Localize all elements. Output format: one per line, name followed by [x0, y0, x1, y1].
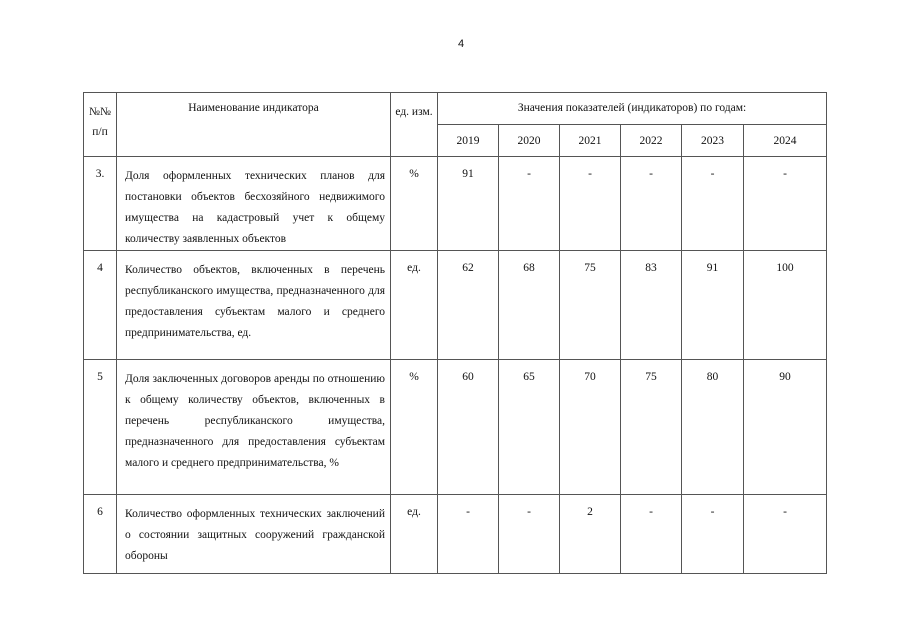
row-value-2022: -: [621, 495, 682, 574]
page-number: 4: [457, 38, 465, 50]
row-value-2024: -: [744, 157, 827, 251]
header-year-2023: 2023: [682, 125, 744, 157]
row-value-2022: 75: [621, 360, 682, 495]
row-num: 6: [84, 495, 117, 574]
row-value-2023: -: [682, 157, 744, 251]
row-value-2019: 62: [438, 251, 499, 360]
header-year-2021: 2021: [560, 125, 621, 157]
row-unit: ед.: [391, 251, 438, 360]
row-unit: %: [391, 360, 438, 495]
row-unit: %: [391, 157, 438, 251]
header-year-2020: 2020: [499, 125, 560, 157]
table-row: [84, 360, 827, 495]
row-indicator-name: Доля заключенных договоров аренды по отношению к общему количеству объектов, включенных в перечень республиканского имущества, предназначенного для предоставления субъектам малого и среднего предпринимательства, %: [117, 360, 391, 495]
header-num: №№ п/п: [84, 93, 117, 157]
row-indicator-name: Количество оформленных технических заключений о состоянии защитных сооружений гражданской обороны: [117, 495, 391, 574]
row-num: 5: [84, 360, 117, 495]
row-value-2021: 70: [560, 360, 621, 495]
row-value-2021: -: [560, 157, 621, 251]
row-value-2024: 90: [744, 360, 827, 495]
row-value-2020: 65: [499, 360, 560, 495]
row-num: 3.: [84, 157, 117, 251]
indicators-table: [83, 92, 827, 574]
row-indicator-name: Количество объектов, включенных в перечень республиканского имущества, предназначенного для предоставления субъектам малого и среднего предпринимательства, ед.: [117, 251, 391, 360]
table-row: [84, 495, 827, 574]
header-unit: ед. изм.: [391, 93, 438, 157]
table-row: [84, 251, 827, 360]
row-value-2021: 75: [560, 251, 621, 360]
header-name: Наименование индикатора: [117, 93, 391, 157]
row-value-2019: 91: [438, 157, 499, 251]
row-unit: ед.: [391, 495, 438, 574]
table-row: [84, 157, 827, 251]
row-value-2019: 60: [438, 360, 499, 495]
header-year-2022: 2022: [621, 125, 682, 157]
row-value-2022: 83: [621, 251, 682, 360]
row-value-2020: -: [499, 157, 560, 251]
row-value-2020: 68: [499, 251, 560, 360]
row-value-2021: 2: [560, 495, 621, 574]
row-num: 4: [84, 251, 117, 360]
header-year-2024: 2024: [744, 125, 827, 157]
row-value-2024: 100: [744, 251, 827, 360]
row-value-2022: -: [621, 157, 682, 251]
row-value-2023: -: [682, 495, 744, 574]
header-values-group: Значения показателей (индикаторов) по годам:: [438, 93, 827, 125]
row-value-2019: -: [438, 495, 499, 574]
row-value-2023: 80: [682, 360, 744, 495]
row-value-2020: -: [499, 495, 560, 574]
row-value-2023: 91: [682, 251, 744, 360]
row-value-2024: -: [744, 495, 827, 574]
header-year-2019: 2019: [438, 125, 499, 157]
row-indicator-name: Доля оформленных технических планов для постановки объектов бесхозяйного недвижимого имущества на кадастровый учет к общему количеству заявленных объектов: [117, 157, 391, 251]
